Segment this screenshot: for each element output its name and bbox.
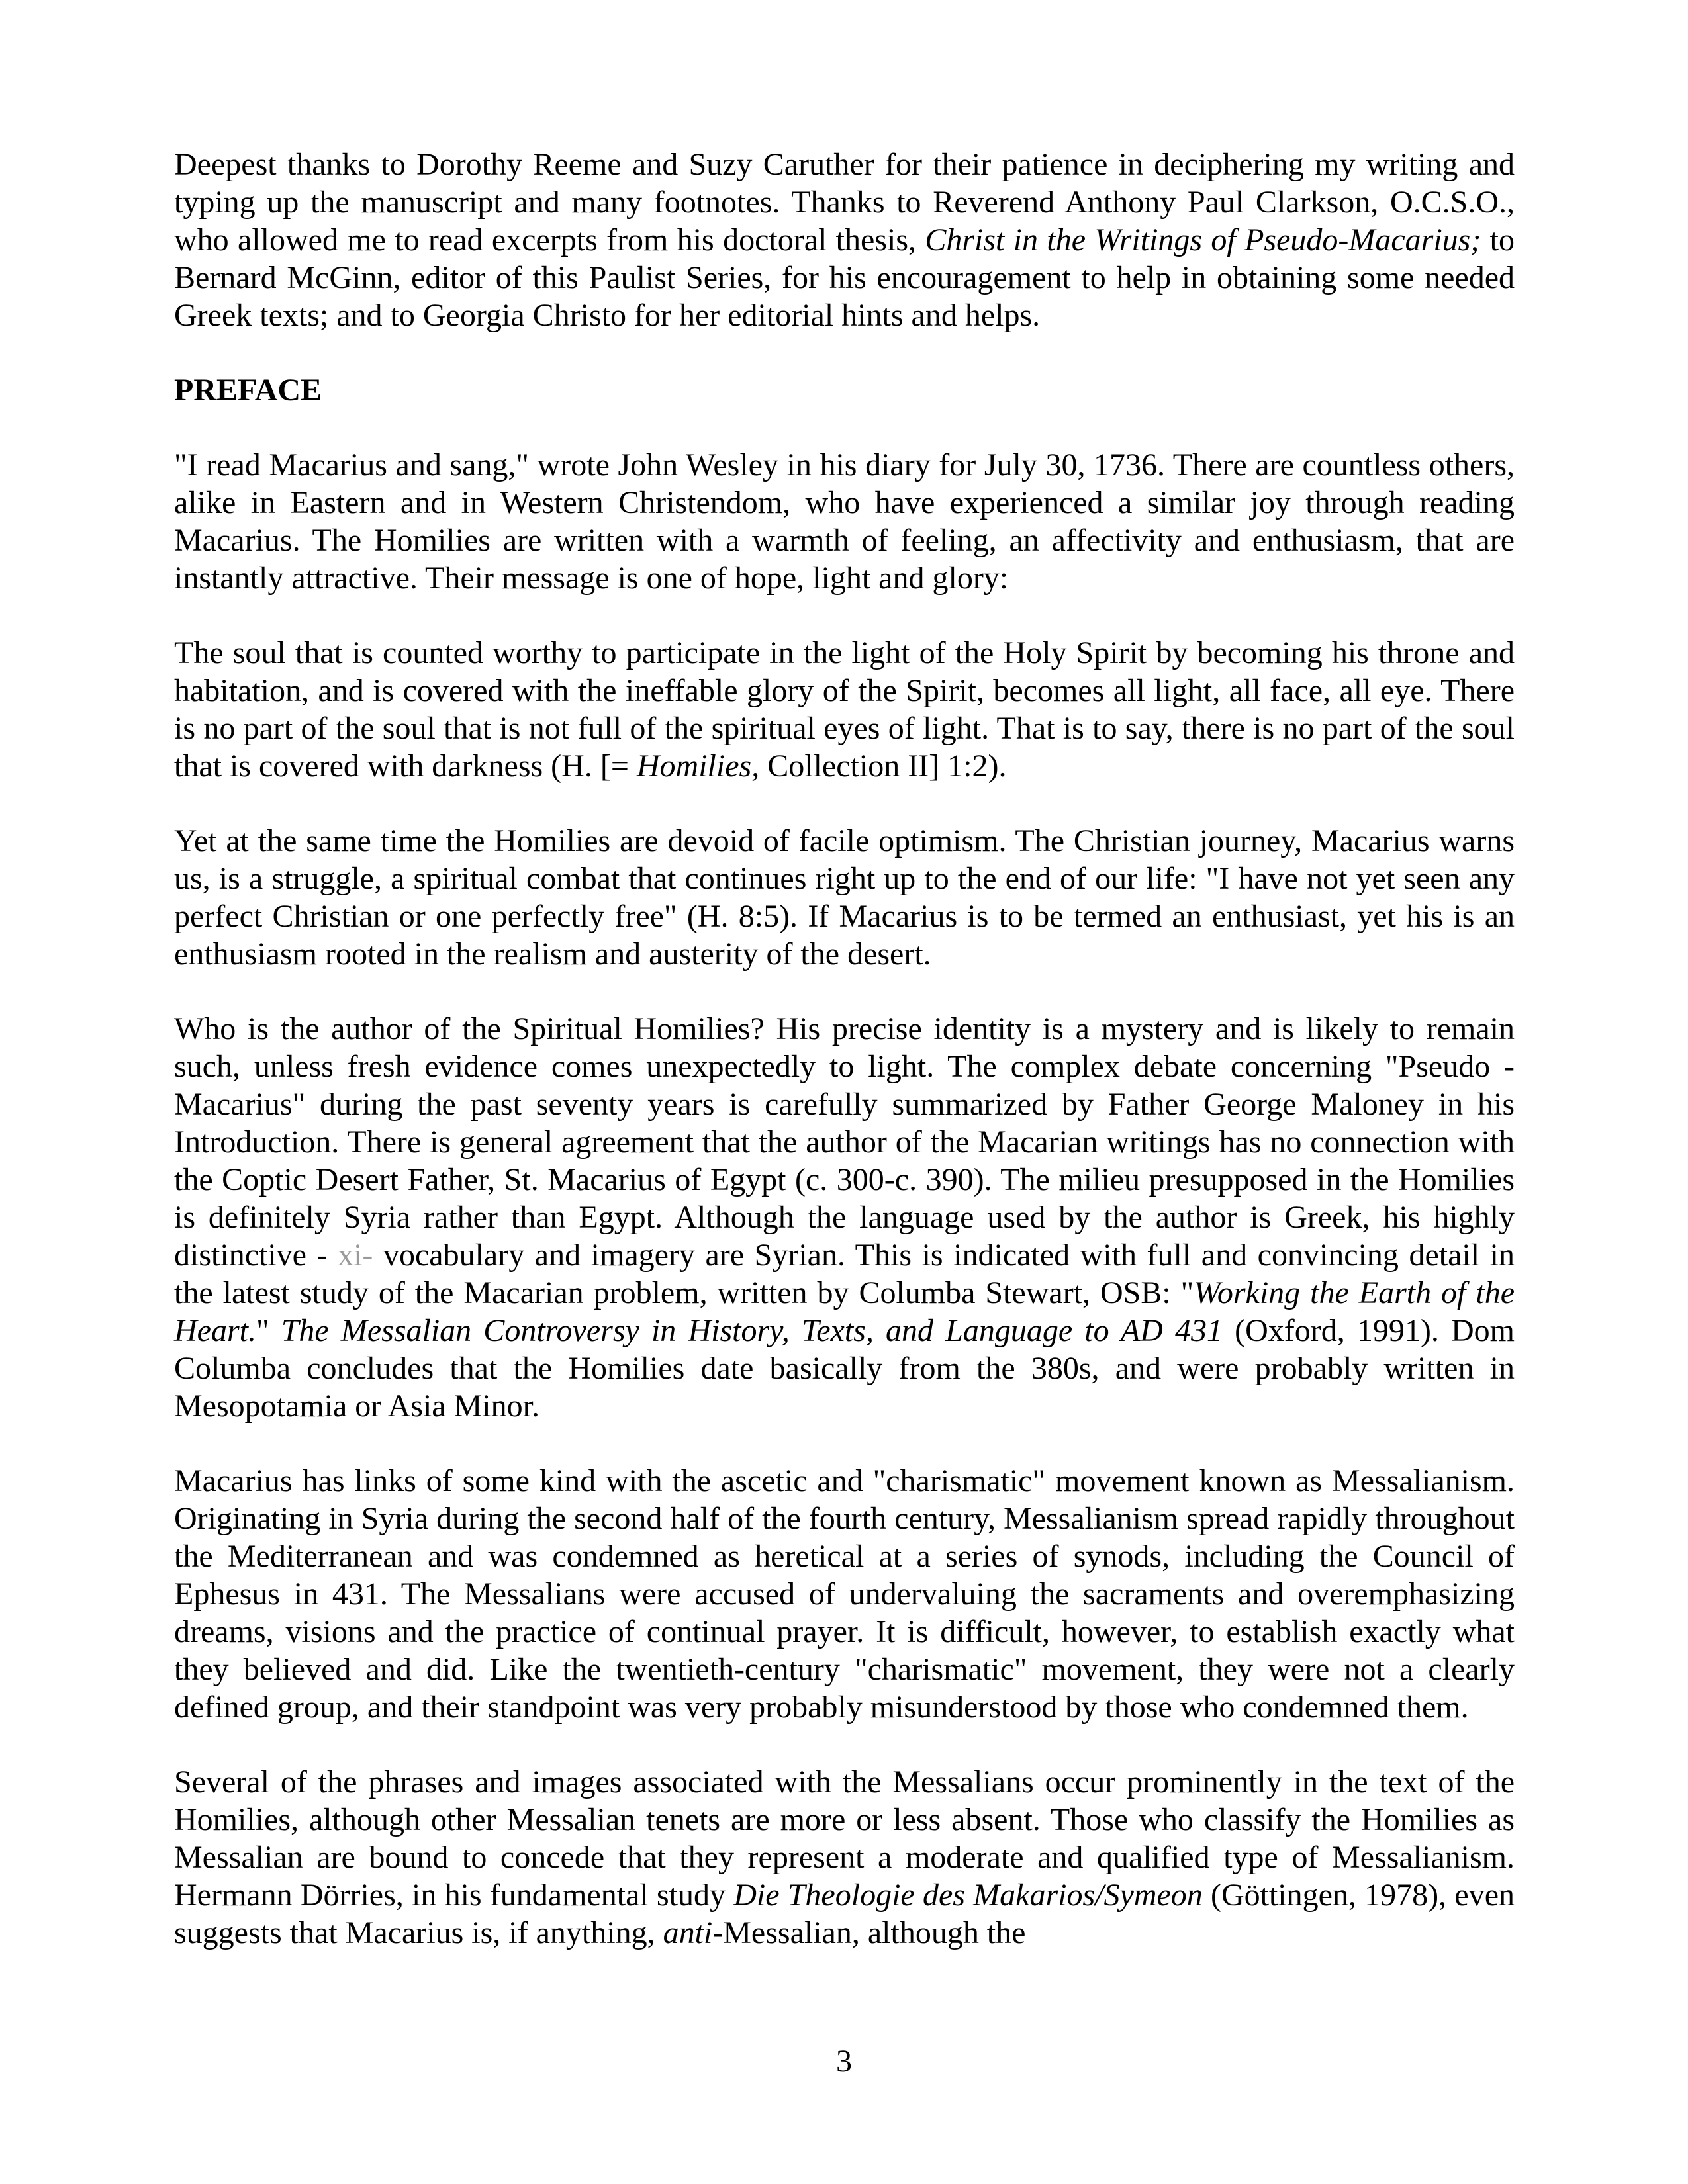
- authorship-text-4: (Oxford, 1991). Dom Columba concludes that the Homilies date basically from the 380s, and were probably written in Mesopotamia or Asia Minor.: [174, 1313, 1515, 1424]
- dorries-text-3: Messalian, although the: [723, 1915, 1026, 1950]
- anti-prefix: anti-: [663, 1915, 724, 1950]
- preface-paragraph-struggle: Yet at the same time the Homilies are devoid of facile optimism. The Christian journey, Macarius warns us, is a struggle, a spiritual combat that continues right up to the end of our life: "I have not yet seen any perfect Christian or one perfectly free" (H. 8:5). If Macarius is to be termed an enthusiast, yet his is an enthusiasm rooted in the realism and austerity of the desert.: [174, 823, 1515, 972]
- preface-paragraph-dorries: [174, 1763, 1515, 1952]
- quotation-italic-homilies: Homilies,: [636, 749, 760, 784]
- acknowledgments-text-continued: to Bernard McGinn, editor of this Paulist Series, for his encouragement to help in obtaining some needed Greek texts; and to Georgia Christo for her editorial hints and helps.: [174, 222, 1515, 333]
- authorship-text-3: ": [256, 1313, 281, 1348]
- page-number: 3: [836, 2044, 852, 2079]
- preface-paragraph-messalianism: Macarius has links of some kind with the ascetic and "charismatic" movement known as Messalianism. Originating in Syria during the second half of the fourth century, Messalianism spread rapidly throughout the Mediterranean and was condemned as heretical at a series of synods, including the Council of Ephesus in 431. The Messalians were accused of undervaluing the sacraments and overemphasizing dreams, visions and the practice of continual prayer. It is difficult, however, to establish exactly what they believed and did. Like the twentieth-century "charismatic" movement, they were not a clearly defined group, and their standpoint was very probably misunderstood by those who condemned them.: [174, 1463, 1515, 1725]
- quotation-citation: Collection II] 1:2).: [759, 749, 1007, 784]
- quotation-text: The soul that is counted worthy to participate in the light of the Holy Spirit by becoming his throne and habitation, and is covered with the ineffable glory of the Spirit, becomes all light, all face, all eye. There is no part of the soul that is not full of the spiritual eyes of light. That is to say, there is no part of the soul that is covered with darkness (H. [=: [174, 635, 1515, 784]
- authorship-text: Who is the author of the Spiritual Homilies? His precise identity is a mystery and is likely to remain such, unless fresh evidence comes unexpectedly to light. The complex debate concerning "Pseudo - Macarius" during the past seventy years is carefully summarized by Father George Maloney in his Introduction. There is general agreement that the author of the Macarian writings has no connection with the Coptic Desert Father, St. Macarius of Egypt (c. 300-c. 390). The milieu presupposed in the Homilies is definitely Syria rather than Egypt. Although the language used by the author is Greek, his highly distinctive -: [174, 1011, 1515, 1273]
- preface-paragraph-authorship: [174, 1010, 1515, 1425]
- stewart-book-title: Working the Earth of the Heart.: [174, 1275, 1515, 1348]
- dorries-book-title: Die Theologie des Makarios/Symeon: [733, 1878, 1203, 1913]
- authorship-text-2: vocabulary and imagery are Syrian. This is indicated with full and convincing detail in the latest study of the Macarian problem, written by Columba Stewart, OSB: ": [174, 1238, 1515, 1310]
- preface-heading: PREFACE: [174, 373, 322, 408]
- dorries-text-2: (Göttingen, 1978), even suggests that Macarius is, if anything,: [174, 1878, 1515, 1950]
- acknowledgments-text: Deepest thanks to Dorothy Reeme and Suzy Caruther for their patience in deciphering my writing and typing up the manuscript and many footnotes. Thanks to Reverend Anthony Paul Clarkson, O.C.S.O., who allowed me to read excerpts from his doctoral thesis,: [174, 147, 1515, 257]
- homilies-quotation: [174, 634, 1515, 785]
- embedded-page-marker: xi-: [338, 1238, 373, 1273]
- acknowledgments-paragraph: [174, 146, 1515, 334]
- text-column: [174, 146, 1515, 1989]
- preface-paragraph-wesley: "I read Macarius and sang," wrote John Wesley in his diary for July 30, 1736. There are countless others, alike in Eastern and in Western Christendom, who have experienced a similar joy through reading Macarius. The Homilies are written with a warmth of feeling, an affectivity and enthusiasm, that are instantly attractive. Their message is one of hope, light and glory:: [174, 447, 1515, 596]
- stewart-book-subtitle: The Messalian Controversy in History, Texts, and Language to AD 431: [281, 1313, 1223, 1348]
- thesis-title: Christ in the Writings of Pseudo-Macarius;: [925, 222, 1481, 257]
- dorries-text: Several of the phrases and images associated with the Messalians occur prominently in the text of the Homilies, although other Messalian tenets are more or less absent. Those who classify the Homilies as Messalian are bound to concede that they represent a moderate and qualified type of Messalianism. Hermann Dörries, in his fundamental study: [174, 1764, 1515, 1913]
